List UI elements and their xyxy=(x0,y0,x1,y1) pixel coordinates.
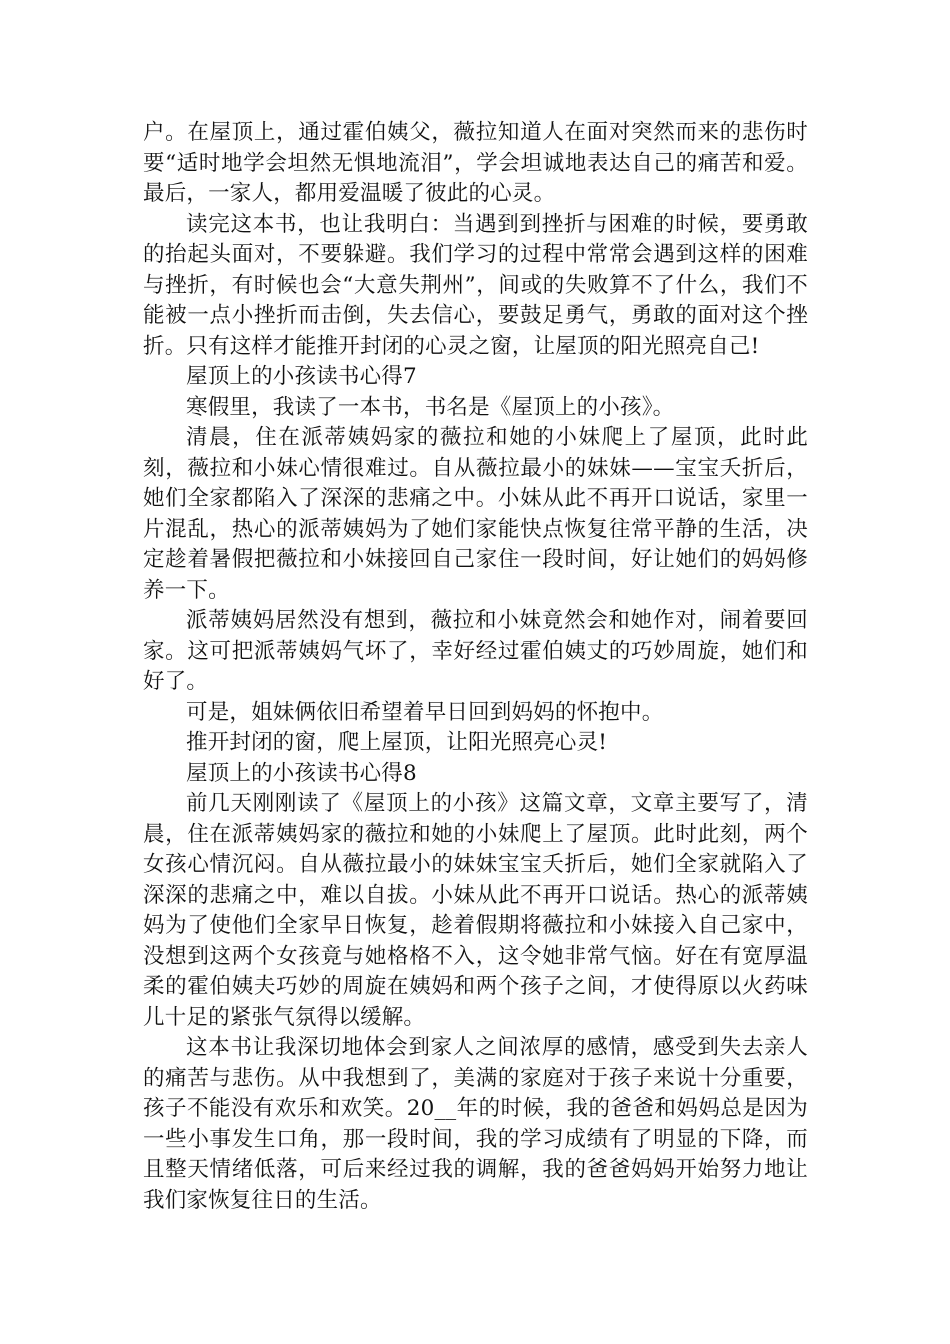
paragraph: 这本书让我深切地体会到家人之间浓厚的感情，感受到失去亲人的痛苦与悲伤。从中我想到了，美满的家庭对于孩子来说十分重要，孩子不能没有欢乐和欢笑。20__年的时候，我的爸爸和妈妈总是因为一些小事发生口角，那一段时间，我的学习成绩有了明显的下降，而且整天情绪低落，可后来经过我的调解，我的爸爸妈妈开始努力地让我们家恢复往日的生活。 xyxy=(143,1035,808,1213)
paragraph: 读完这本书，也让我明白：当遇到到挫折与困难的时候，要勇敢的抬起头面对，不要躲避。我们学习的过程中常常会遇到这样的困难与挫折，有时候也会“大意失荆州”，间或的失败算不了什么，我们不能被一点小挫折而击倒，失去信心，要鼓足勇气，勇敢的面对这个挫折。只有这样才能推开封闭的心灵之窗，让屋顶的阳光照亮自己! xyxy=(143,211,808,359)
paragraph: 前几天刚刚读了《屋顶上的小孩》这篇文章，文章主要写了，清晨，住在派蒂姨妈家的薇拉和她的小妹爬上了屋顶。此时此刻，两个女孩心情沉闷。自从薇拉最小的妹妹宝宝夭折后，她们全家就陷入了深深的悲痛之中，难以自拔。小妹从此不再开口说话。热心的派蒂姨妈为了使他们全家早日恢复，趁着假期将薇拉和小妹接入自己家中，没想到这两个女孩竟与她格格不入，这令她非常气恼。好在有宽厚温柔的霍伯姨夫巧妙的周旋在姨妈和两个孩子之间，才使得原以火药味儿十足的紧张气氛得以缓解。 xyxy=(143,791,808,1030)
paragraph: 派蒂姨妈居然没有想到，薇拉和小妹竟然会和她作对，闹着要回家。这可把派蒂姨妈气坏了，幸好经过霍伯姨丈的巧妙周旋，她们和好了。 xyxy=(143,608,808,694)
paragraph-continuation: 户。在屋顶上，通过霍伯姨父，薇拉知道人在面对突然而来的悲伤时要“适时地学会坦然无惧地流泪”，学会坦诚地表达自己的痛苦和爱。最后，一家人，都用爱温暖了彼此的心灵。 xyxy=(143,120,808,206)
section-heading-8: 屋顶上的小孩读书心得8 xyxy=(186,760,417,786)
paragraph: 寒假里，我读了一本书，书名是《屋顶上的小孩》。 xyxy=(186,394,675,420)
paragraph: 清晨，住在派蒂姨妈家的薇拉和她的小妹爬上了屋顶，此时此刻，薇拉和小妹心情很难过。自从薇拉最小的妹妹——宝宝夭折后，她们全家都陷入了深深的悲痛之中。小妹从此不再开口说话，家里一片混乱，热心的派蒂姨妈为了她们家能快点恢复往常平静的生活，决定趁着暑假把薇拉和小妹接回自己家住一段时间，好让她们的妈妈修养一下。 xyxy=(143,425,808,603)
paragraph: 可是，姐妹俩依旧希望着早日回到妈妈的怀抱中。 xyxy=(186,699,664,725)
section-heading-7: 屋顶上的小孩读书心得7 xyxy=(186,364,417,389)
paragraph: 推开封闭的窗，爬上屋顶，让阳光照亮心灵! xyxy=(186,730,608,755)
document-body xyxy=(143,118,808,1216)
